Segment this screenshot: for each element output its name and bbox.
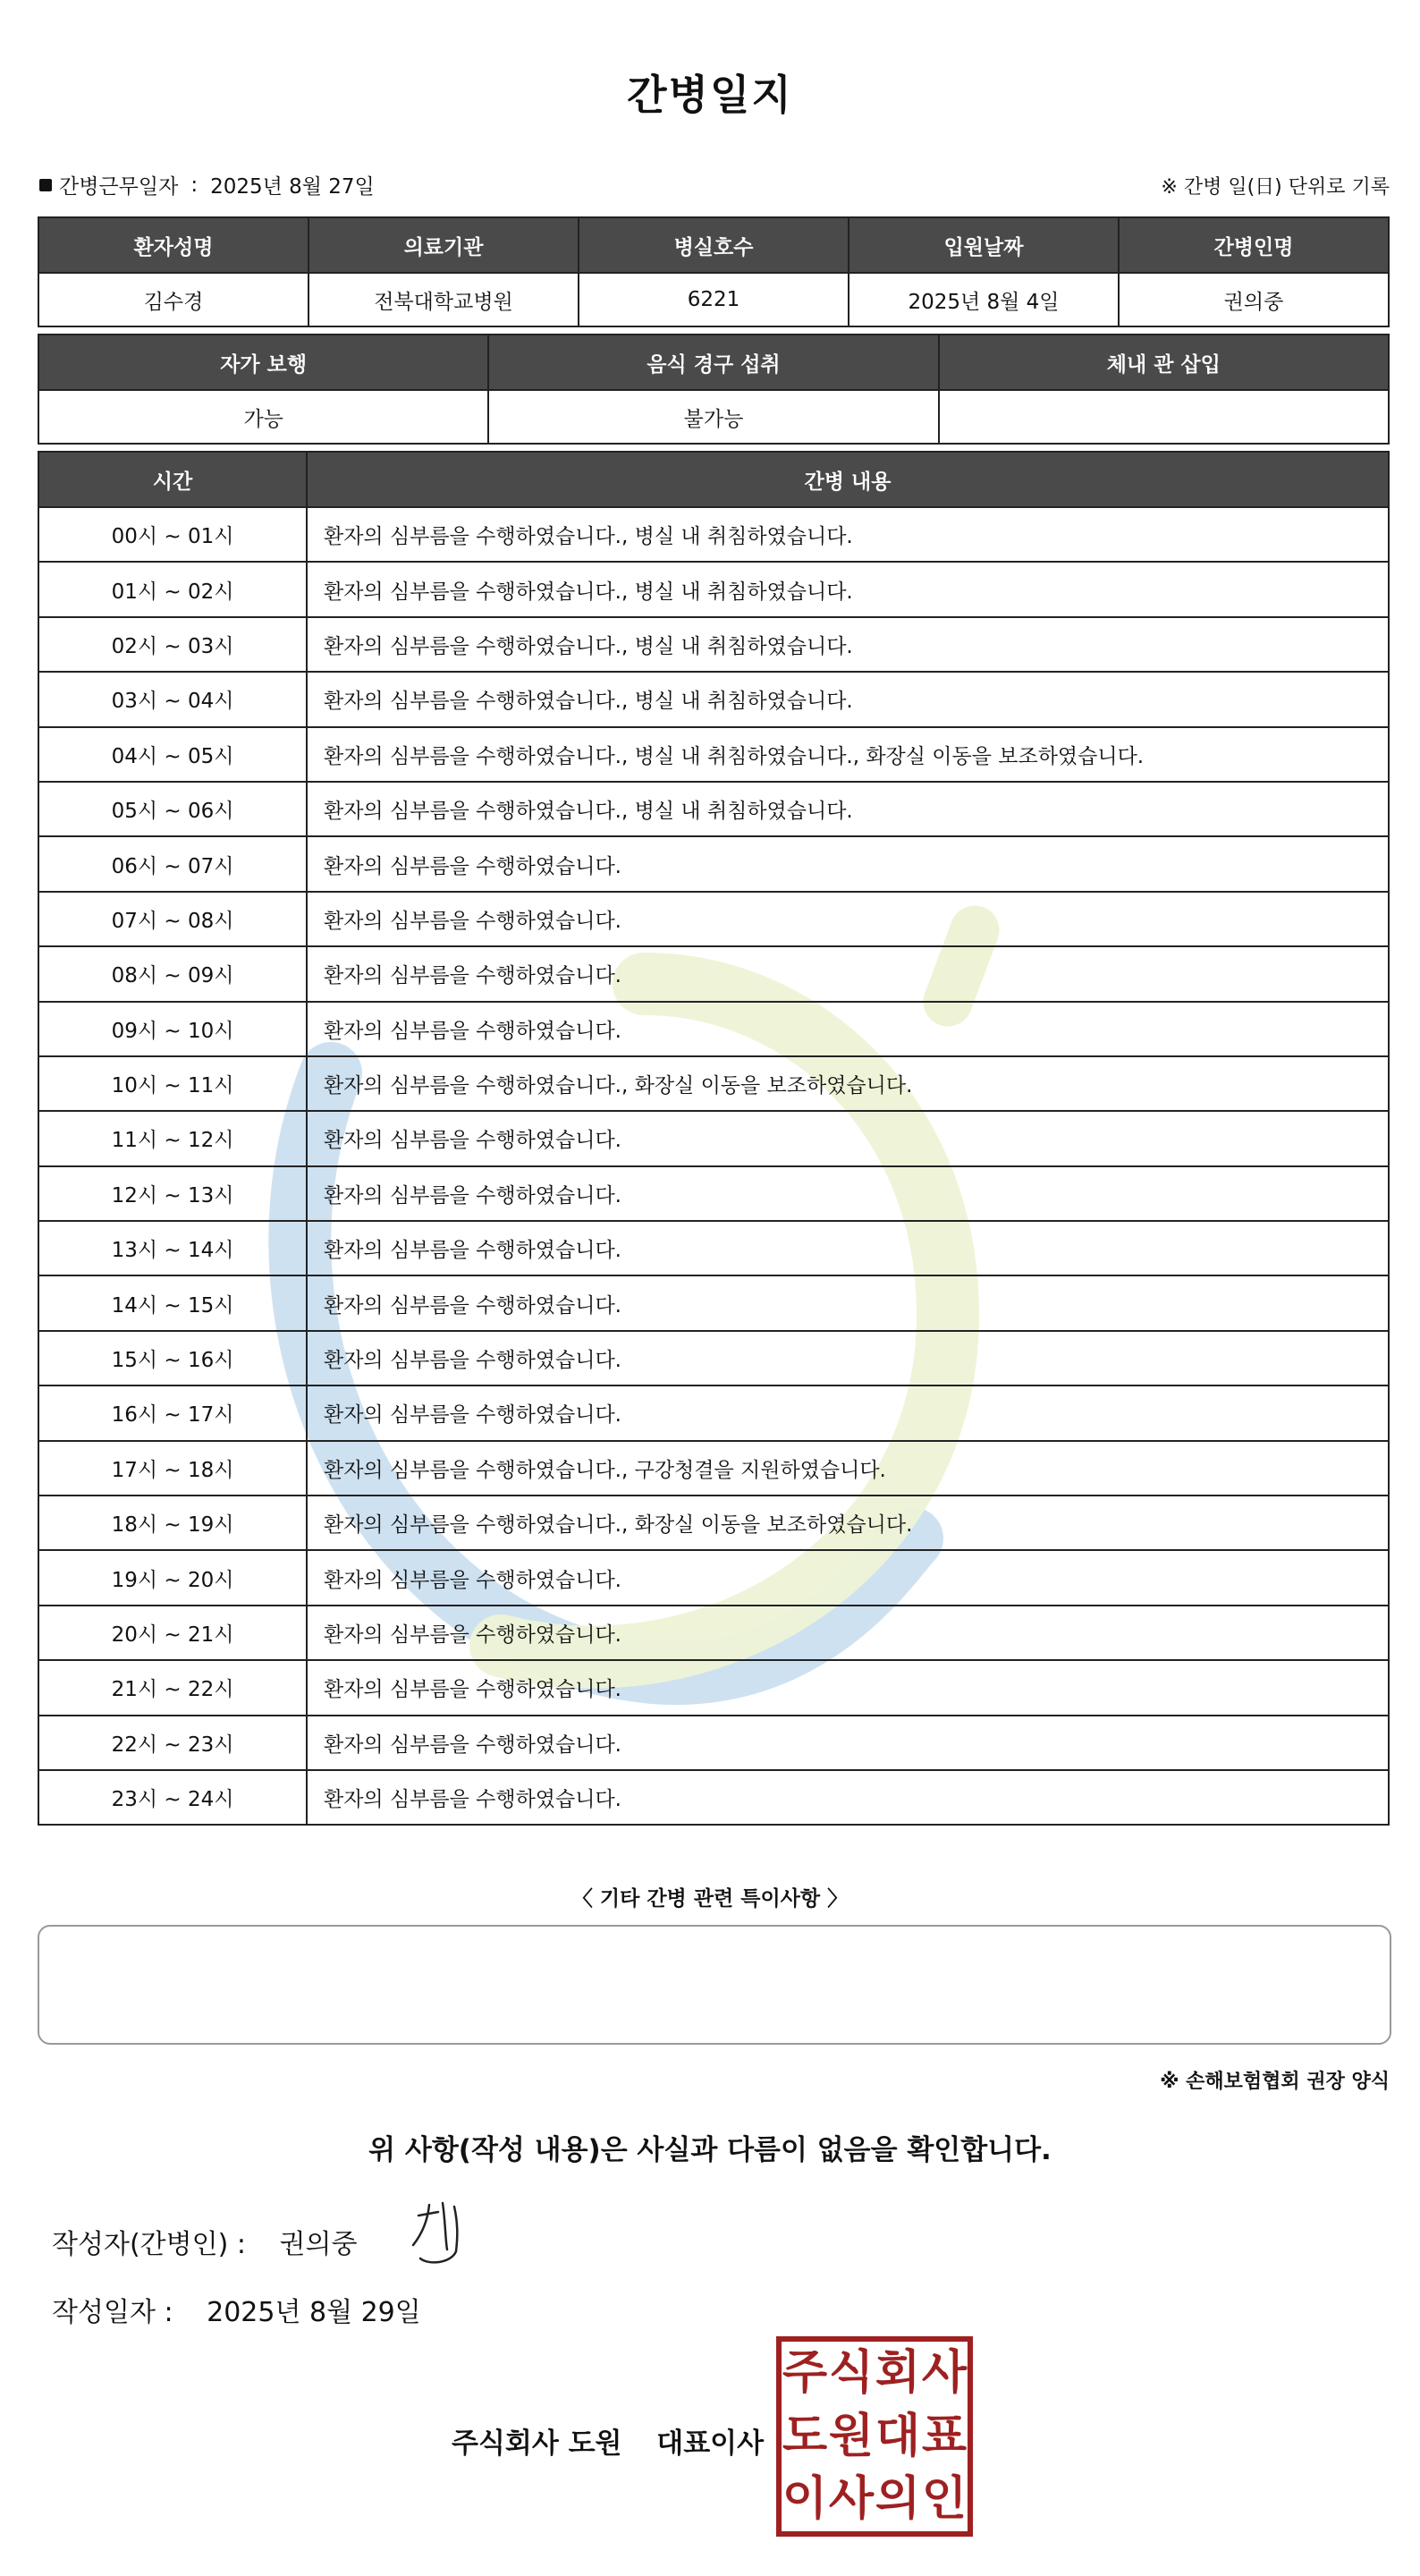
content-cell: 환자의 심부름을 수행하였습니다., 병실 내 취침하였습니다.	[307, 782, 1389, 836]
time-cell: 23시 ~ 24시	[38, 1770, 307, 1825]
header-care-content: 간병 내용	[307, 452, 1389, 507]
table-row	[38, 892, 1389, 946]
table-row	[38, 1275, 1389, 1330]
seal-char: 사	[828, 2472, 875, 2527]
content-cell: 환자의 심부름을 수행하였습니다., 화장실 이동을 보조하였습니다.	[307, 1496, 1389, 1550]
work-date-value: 2025년 8월 27일	[210, 175, 375, 199]
seal-char: 인	[921, 2472, 968, 2527]
table-row	[38, 1221, 1389, 1275]
table-row	[38, 1550, 1389, 1605]
seal-char: 이	[782, 2472, 828, 2527]
company-line	[452, 2420, 764, 2461]
header-admission-date: 입원날짜	[849, 217, 1119, 273]
caregiver-name: 권의중	[1119, 273, 1389, 326]
time-cell: 03시 ~ 04시	[38, 672, 307, 726]
table-row	[38, 1496, 1389, 1550]
table-row	[38, 1002, 1389, 1056]
page-title: 간병일지	[627, 71, 793, 119]
table-row	[38, 1441, 1389, 1496]
confirmation-statement: 위 사항(작성 내용)은 사실과 다름이 없음을 확인합니다.	[368, 2134, 1052, 2166]
time-cell: 19시 ~ 20시	[38, 1550, 307, 1605]
oral-intake-value: 불가능	[488, 390, 938, 444]
table-row	[38, 1606, 1389, 1660]
admission-date: 2025년 8월 4일	[849, 273, 1119, 326]
content-cell: 환자의 심부름을 수행하였습니다.	[307, 1331, 1389, 1385]
insurance-note: ※ 손해보험협회 권장 양식	[1160, 2071, 1390, 2093]
table-row	[38, 507, 1389, 562]
content-cell: 환자의 심부름을 수행하였습니다., 구강청결을 지원하였습니다.	[307, 1441, 1389, 1496]
content-cell: 환자의 심부름을 수행하였습니다.	[307, 892, 1389, 946]
content-cell: 환자의 심부름을 수행하였습니다., 병실 내 취침하였습니다.	[307, 562, 1389, 616]
seal-char: 표	[921, 2409, 968, 2463]
writer-label: 작성자(간병인) :	[52, 2229, 246, 2260]
writer-name: 권의중	[279, 2229, 358, 2260]
time-cell: 20시 ~ 21시	[38, 1606, 307, 1660]
table-row	[38, 672, 1389, 726]
hospital: 전북대학교병원	[309, 273, 579, 326]
content-cell: 환자의 심부름을 수행하였습니다.	[307, 1550, 1389, 1605]
content-cell: 환자의 심부름을 수행하였습니다.	[307, 1385, 1389, 1440]
table-row	[38, 1331, 1389, 1385]
notes-title: 〈 기타 간병 관련 특이사항 〉	[571, 1887, 849, 1911]
seal-char: 대	[875, 2409, 921, 2463]
table-row	[38, 617, 1389, 672]
time-cell: 08시 ~ 09시	[38, 946, 307, 1001]
content-cell: 환자의 심부름을 수행하였습니다.	[307, 1660, 1389, 1715]
written-date-value: 2025년 8월 29일	[207, 2297, 421, 2328]
time-cell: 18시 ~ 19시	[38, 1496, 307, 1550]
table-row	[38, 1166, 1389, 1221]
content-cell: 환자의 심부름을 수행하였습니다., 병실 내 취침하였습니다., 화장실 이동을 보조하였습니다.	[307, 727, 1389, 782]
table-row	[38, 1770, 1389, 1825]
time-cell: 07시 ~ 08시	[38, 892, 307, 946]
time-cell: 06시 ~ 07시	[38, 836, 307, 891]
work-date-separator: :	[190, 173, 199, 197]
time-cell: 04시 ~ 05시	[38, 727, 307, 782]
content-cell: 환자의 심부름을 수행하였습니다.	[307, 1770, 1389, 1825]
header-self-walking: 자가 보행	[38, 335, 488, 390]
signature-icon	[402, 2196, 492, 2267]
time-cell: 09시 ~ 10시	[38, 1002, 307, 1056]
content-cell: 환자의 심부름을 수행하였습니다.	[307, 1166, 1389, 1221]
time-cell: 05시 ~ 06시	[38, 782, 307, 836]
time-cell: 13시 ~ 14시	[38, 1221, 307, 1275]
table-row	[38, 1660, 1389, 1715]
table-row	[38, 1385, 1389, 1440]
seal-char: 회	[875, 2346, 921, 2400]
room-number: 6221	[579, 273, 849, 326]
time-cell: 14시 ~ 15시	[38, 1275, 307, 1330]
header-caregiver-name: 간병인명	[1119, 217, 1389, 273]
bullet-square-icon	[39, 179, 52, 191]
time-cell: 11시 ~ 12시	[38, 1111, 307, 1165]
patient-name: 김수경	[38, 273, 309, 326]
care-status-table	[38, 334, 1390, 445]
time-cell: 16시 ~ 17시	[38, 1385, 307, 1440]
company-representative: 대표이사	[656, 2428, 765, 2460]
time-cell: 17시 ~ 18시	[38, 1441, 307, 1496]
header-room: 병실호수	[579, 217, 849, 273]
work-date-label: 간병근무일자	[59, 175, 179, 199]
content-cell: 환자의 심부름을 수행하였습니다.	[307, 1275, 1389, 1330]
header-oral-intake: 음식 경구 섭취	[488, 335, 938, 390]
table-row	[38, 1056, 1389, 1111]
table-row	[38, 946, 1389, 1001]
time-cell: 00시 ~ 01시	[38, 507, 307, 562]
table-row	[38, 1111, 1389, 1165]
notes-box	[38, 1925, 1391, 2045]
content-cell: 환자의 심부름을 수행하였습니다., 병실 내 취침하였습니다.	[307, 507, 1389, 562]
time-cell: 12시 ~ 13시	[38, 1166, 307, 1221]
writer-line	[52, 2222, 357, 2261]
content-cell: 환자의 심부름을 수행하였습니다.	[307, 1221, 1389, 1275]
table-row	[38, 836, 1389, 891]
patient-info-table	[38, 216, 1390, 327]
work-date	[39, 170, 375, 199]
seal-char: 원	[828, 2409, 875, 2463]
time-cell: 01시 ~ 02시	[38, 562, 307, 616]
written-date-label: 작성일자 :	[52, 2297, 173, 2328]
time-cell: 15시 ~ 16시	[38, 1331, 307, 1385]
company-name: 주식회사 도원	[452, 2428, 622, 2460]
content-cell: 환자의 심부름을 수행하였습니다., 병실 내 취침하였습니다.	[307, 672, 1389, 726]
content-cell: 환자의 심부름을 수행하였습니다.	[307, 1716, 1389, 1770]
content-cell: 환자의 심부름을 수행하였습니다., 화장실 이동을 보조하였습니다.	[307, 1056, 1389, 1111]
seal-char: 의	[875, 2472, 921, 2527]
content-cell: 환자의 심부름을 수행하였습니다.	[307, 946, 1389, 1001]
header-tube-insertion: 체내 관 삽입	[939, 335, 1389, 390]
written-date-line	[52, 2290, 421, 2329]
care-log-table	[38, 451, 1390, 1826]
table-row	[38, 562, 1389, 616]
seal-char: 주	[782, 2346, 828, 2400]
header-hospital: 의료기관	[309, 217, 579, 273]
content-cell: 환자의 심부름을 수행하였습니다.	[307, 1606, 1389, 1660]
company-seal-icon	[776, 2336, 973, 2537]
seal-char: 도	[782, 2409, 828, 2463]
time-cell: 22시 ~ 23시	[38, 1716, 307, 1770]
header-patient-name: 환자성명	[38, 217, 309, 273]
time-cell: 10시 ~ 11시	[38, 1056, 307, 1111]
unit-note: ※ 간병 일(日) 단위로 기록	[1161, 176, 1390, 199]
self-walking-value: 가능	[38, 390, 488, 444]
table-row	[38, 782, 1389, 836]
content-cell: 환자의 심부름을 수행하였습니다.	[307, 836, 1389, 891]
content-cell: 환자의 심부름을 수행하였습니다., 병실 내 취침하였습니다.	[307, 617, 1389, 672]
seal-char: 식	[828, 2346, 875, 2400]
header-time: 시간	[38, 452, 307, 507]
tube-insertion-value	[939, 390, 1389, 444]
time-cell: 21시 ~ 22시	[38, 1660, 307, 1715]
table-row	[38, 1716, 1389, 1770]
time-cell: 02시 ~ 03시	[38, 617, 307, 672]
seal-char: 사	[921, 2346, 968, 2400]
content-cell: 환자의 심부름을 수행하였습니다.	[307, 1002, 1389, 1056]
content-cell: 환자의 심부름을 수행하였습니다.	[307, 1111, 1389, 1165]
table-row	[38, 727, 1389, 782]
